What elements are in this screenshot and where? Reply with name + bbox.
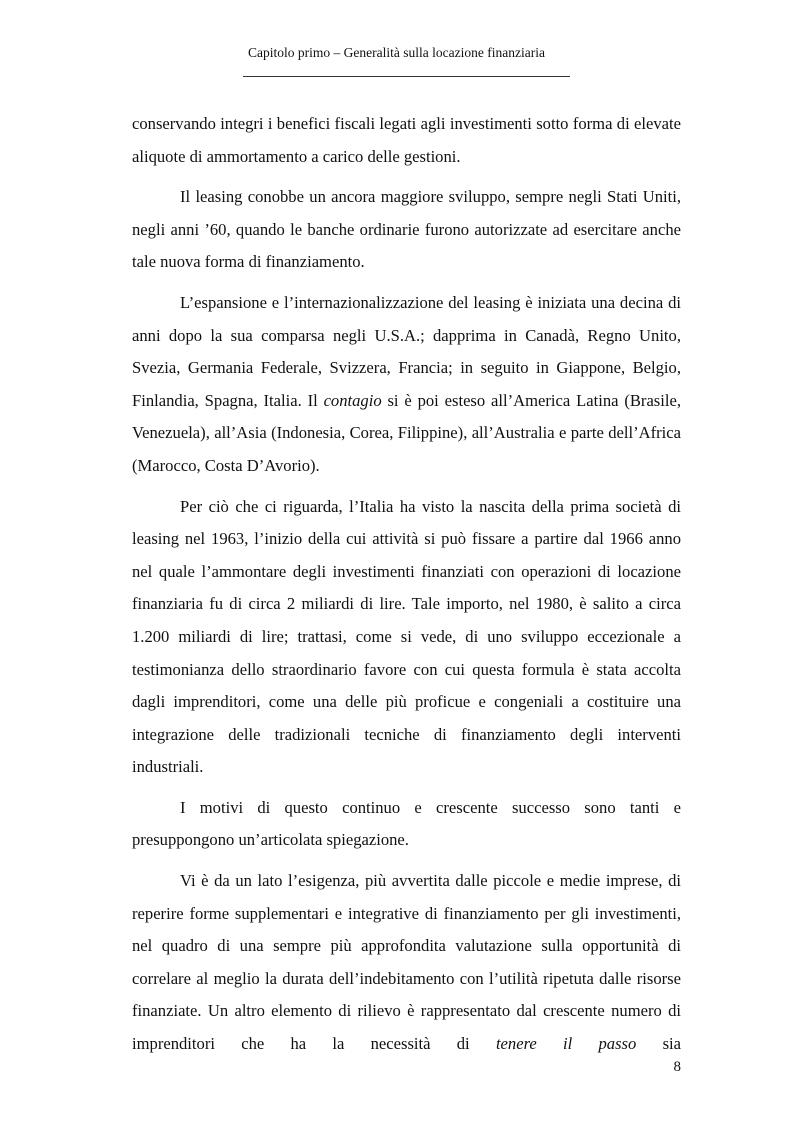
paragraph-1: conservando integri i benefici fiscali legati agli investimenti sotto forma di elevate aliquote di ammortamento a carico delle gestioni. bbox=[132, 114, 681, 166]
header-divider bbox=[243, 76, 570, 77]
paragraph-4: Per ciò che ci riguarda, l’Italia ha visto la nascita della prima società di leasing nel 1963, l’inizio della cui attività si può fissare a partire dal 1966 anno nel quale l’ammontare degli investimenti finanziati con operazioni di locazione finanziaria fu di circa 2 miliardi di lire. Tale importo, nel 1980, è salito a circa 1.200 miliardi di lire; trattasi, come si vede, di uno sviluppo eccezionale a testimonianza dello straordinario favore con cui questa formula è stata accolta dagli imprenditori, come una delle più proficue e congeniali a costituire una integrazione delle tradizionali tecniche di finanziamento degli interventi industriali. bbox=[132, 496, 681, 777]
running-header: Capitolo primo – Generalità sulla locazione finanziaria bbox=[248, 45, 545, 60]
emphasis-contagio: contagio bbox=[323, 390, 382, 410]
body-text bbox=[132, 108, 681, 1069]
paragraph-3 bbox=[132, 287, 681, 483]
emphasis-tenere-il-passo: tenere il passo bbox=[495, 1034, 637, 1054]
paragraph-6-text-start: Vi è da un lato l’esigenza, più avvertita dalle piccole e medie imprese, di reperire forme supplementari e integrative di finanziamento per gli investimenti, nel quadro di una sempre più approfondita valutazione sulla opportunità di correlare al meglio la durata dell’indebitamento con l’utilità ripetuta dalle risorse finanziate. Un altro elemento di rilievo è rappresentato dal crescente numero di imprenditori che ha la necessità di bbox=[132, 871, 681, 1054]
paragraph-2: Il leasing conobbe un ancora maggiore sviluppo, sempre negli Stati Uniti, negli anni ’60, quando le banche ordinarie furono autorizzate ad esercitare anche tale nuova forma di finanziamento. bbox=[132, 187, 681, 272]
paragraph-3-text-start: L’espansione e l’internazionalizzazione del leasing è iniziata una decina di anni dopo la sua comparsa negli U.S.A.; dapprima in Canadà, Regno Unito, Svezia, Germania Federale, Svizzera, Francia; in seguito in Giappone, Belgio, Finlandia, Spagna, Italia. Il bbox=[132, 292, 681, 410]
paragraph-5: I motivi di questo continuo e crescente successo sono tanti e presuppongono un’articolata spiegazione. bbox=[132, 797, 681, 850]
page-number: 8 bbox=[673, 1059, 681, 1075]
paragraph-6 bbox=[132, 865, 681, 1061]
paragraph-3-text-end: si è poi esteso all’America Latina (Brasile, Venezuela), all’Asia (Indonesia, Corea, Filippine), all’Australia e parte dell’Africa (Marocco, Costa D’Avorio). bbox=[132, 390, 681, 475]
paragraph-6-text-end: sia bbox=[636, 1034, 681, 1054]
